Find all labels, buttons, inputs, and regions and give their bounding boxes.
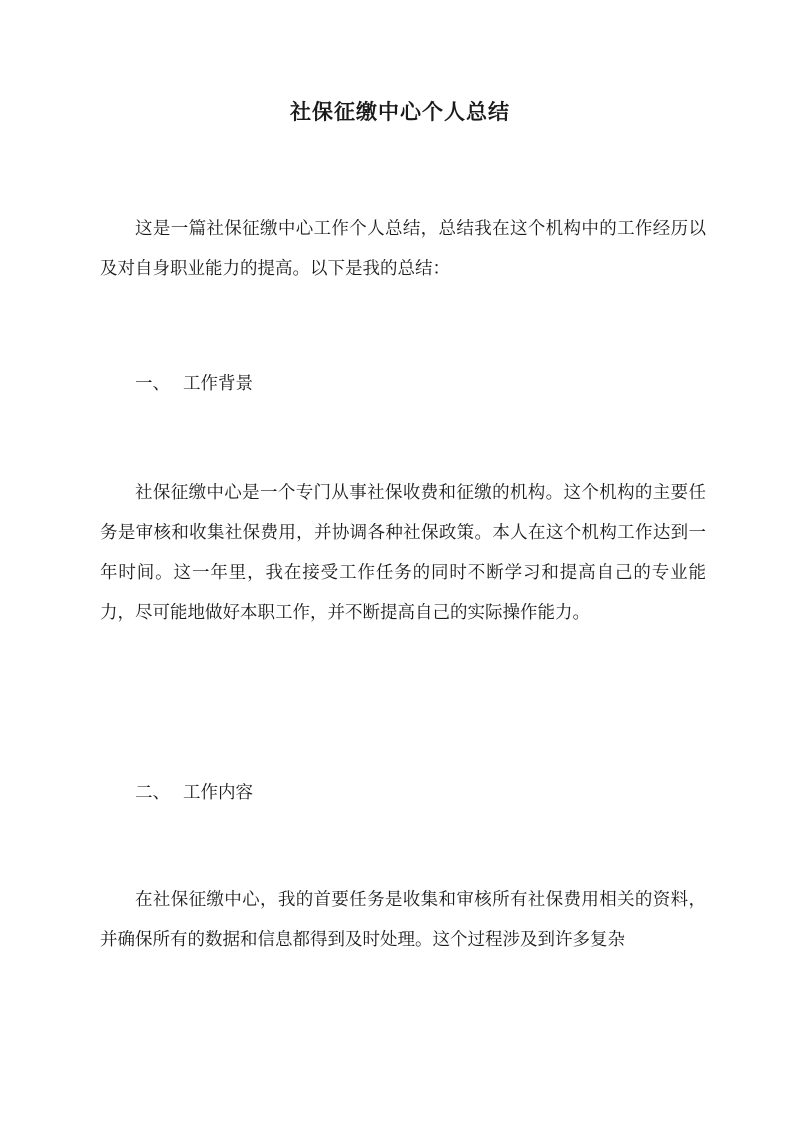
intro-paragraph: 这是一篇社保征缴中心工作个人总结，总结我在这个机构中的工作经历以及对自身职业能力的提高。以下是我的总结： [100,219,706,279]
content-paragraph: 在社保征缴中心，我的首要任务是收集和审核所有社保费用相关的资料，并确保所有的数据和信息都得到及时处理。这个过程涉及到许多复杂 [100,890,706,950]
section-number: 二、 [135,783,170,803]
section-heading-background [135,364,253,404]
document-title: 社保征缴中心个人总结 [290,99,510,124]
section-heading-text: 工作背景 [183,374,253,394]
section-number: 一、 [135,374,170,394]
section-heading-content [135,773,253,813]
background-paragraph: 社保征缴中心是一个专门从事社保收费和征缴的机构。这个机构的主要任务是审核和收集社保费用，并协调各种社保政策。本人在这个机构工作达到一年时间。这一年里，我在接受工作任务的同时不断学习和提高自己的专业能力，尽可能地做好本职工作，并不断提高自己的实际操作能力。 [100,483,706,623]
section-heading-text: 工作内容 [183,783,253,803]
